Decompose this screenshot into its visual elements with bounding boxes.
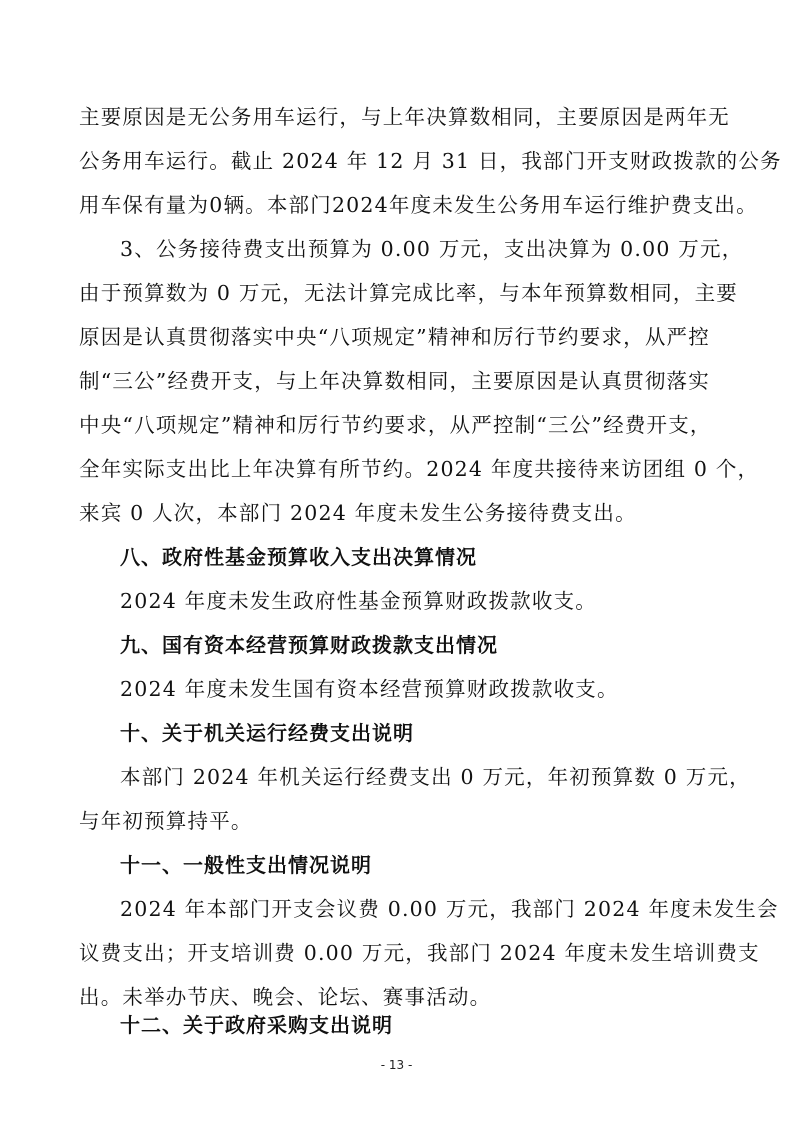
paragraph-line: 2024 年本部门开支会议费 0.00 万元，我部门 2024 年度未发生会 [120,897,779,921]
page-number: - 13 - [380,1058,413,1072]
paragraph-line: 与年初预算持平。 [79,809,253,833]
paragraph-line: 出。未举办节庆、晚会、论坛、赛事活动。 [79,985,492,1009]
section-heading: 九、国有资本经营预算财政拨款支出情况 [120,633,498,657]
paragraph-line: 来宾 0 人次，本部门 2024 年度未发生公务接待费支出。 [79,501,637,525]
paragraph-line: 制“三公”经费开支，与上年决算数相同，主要原因是认真贯彻落实 [79,369,710,393]
paragraph-line: 全年实际支出比上年决算有所节约。2024 年度共接待来访团组 0 个， [79,457,760,481]
paragraph-line: 2024 年度未发生国有资本经营预算财政拨款收支。 [120,677,619,701]
paragraph-line: 主要原因是无公务用车运行，与上年决算数相同，主要原因是两年无 [79,105,730,129]
paragraph-line: 用车保有量为0辆。本部门2024年度未发生公务用车运行维护费支出。 [79,193,758,217]
section-heading: 十、关于机关运行经费支出说明 [120,721,414,745]
paragraph-line: 由于预算数为 0 万元，无法计算完成比率，与本年预算数相同，主要 [79,281,738,305]
paragraph-line: 原因是认真贯彻落实中央“八项规定”精神和厉行节约要求，从严控 [79,325,710,349]
section-heading: 八、政府性基金预算收入支出决算情况 [120,545,477,569]
paragraph-line: 中央“八项规定”精神和厉行节约要求，从严控制“三公”经费开支， [79,413,712,437]
paragraph-line: 本部门 2024 年机关运行经费支出 0 万元，年初预算数 0 万元， [120,765,751,789]
paragraph-line: 公务用车运行。截止 2024 年 12 月 31 日，我部门开支财政拨款的公务 [79,149,782,173]
section-heading: 十一、一般性支出情况说明 [120,853,372,877]
paragraph-line: 2024 年度未发生政府性基金预算财政拨款收支。 [120,589,597,613]
paragraph-line: 3、公务接待费支出预算为 0.00 万元，支出决算为 0.00 万元， [120,237,744,261]
section-heading: 十二、关于政府采购支出说明 [120,1013,393,1037]
paragraph-line: 议费支出；开支培训费 0.00 万元，我部门 2024 年度未发生培训费支 [79,941,760,965]
